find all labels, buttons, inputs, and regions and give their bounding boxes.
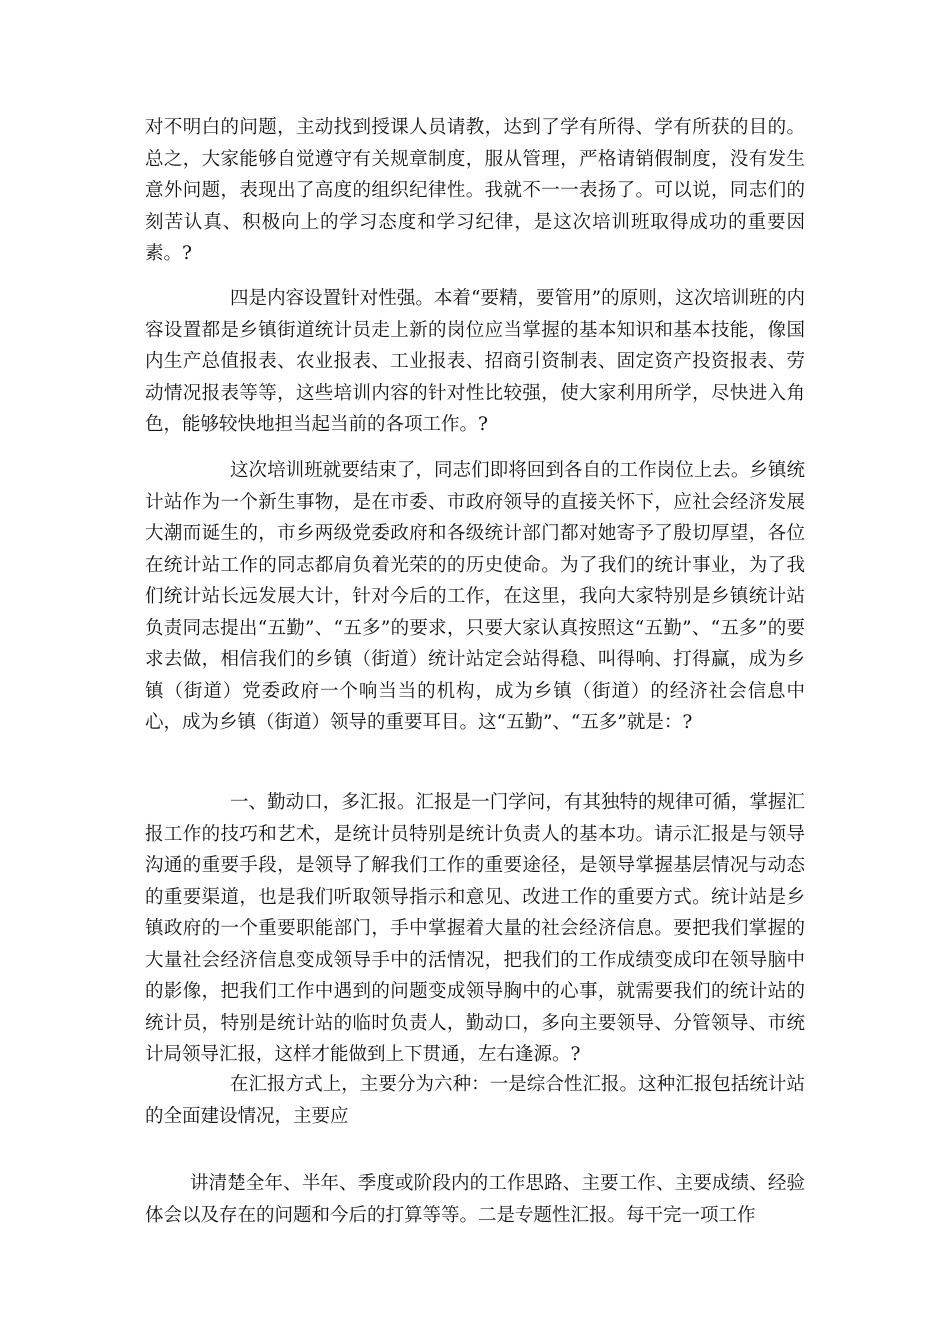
paragraph-3: 这次培训班就要结束了，同志们即将回到各自的工作岗位上去。乡镇统计站作为一个新生事物，是在市委、市政府领导的直接关怀下，应社会经济发展大潮而诞生的，市乡两级党委政府和各级统计部门都对她寄予了殷切厚望，各位在统计站工作的同志都肩负着光荣的的历史使命。为了我们的统计事业，为了我们统计站长远发展大计，针对今后的工作，在这里，我向大家特别是乡镇统计站负责同志提出“五勤”、“五多”的要求，只要大家认真按照这“五勤”、“五多”的要求去做，相信我们的乡镇（街道）统计站定会站得稳、叫得响、打得赢，成为乡镇（街道）党委政府一个响当当的机构，成为乡镇（街道）的经济社会信息中心，成为乡镇（街道）领导的重要耳目。这“五勤”、“五多”就是：? [145,460,805,733]
paragraph-1: 对不明白的问题，主动找到授课人员请教，达到了学有所得、学有所获的目的。总之，大家能够自觉遵守有关规章制度，服从管理，严格请销假制度，没有发生意外问题，表现出了高度的组织纪律性。我就不一一表扬了。可以说，同志们的刻苦认真、积极向上的学习态度和学习纪律，是这次培训班取得成功的重要因素。? [145,117,805,264]
paragraph-6: 讲清楚全年、半年、季度或阶段内的工作思路、主要工作、主要成绩、经验体会以及存在的问题和今后的打算等等。二是专题性汇报。每干完一项工作 [145,1173,805,1226]
paragraph-4: 一、勤动口，多汇报。汇报是一门学问，有其独特的规律可循，掌握汇报工作的技巧和艺术，是统计员特别是统计负责人的基本功。请示汇报是与领导沟通的重要手段，是领导了解我们工作的重要途径，是领导掌握基层情况与动态的重要渠道，也是我们听取领导指示和意见、改进工作的重要方式。统计站是乡镇政府的一个重要职能部门，手中掌握着大量的社会经济信息。要把我们掌握的大量社会经济信息变成领导手中的活情况，把我们的工作成绩变成印在领导脑中的影像，把我们工作中遇到的问题变成领导胸中的心事，就需要我们的统计站的统计员，特别是统计站的临时负责人，勤动口，多向主要领导、分管领导、市统计局领导汇报，这样才能做到上下贯通，左右逢源。? [145,792,805,1065]
paragraph-5: 在汇报方式上，主要分为六种：一是综合性汇报。这种汇报包括统计站的全面建设情况，主要应 [145,1074,805,1127]
paragraph-2: 四是内容设置针对性强。本着“要精，要管用”的原则，这次培训班的内容设置都是乡镇街道统计员走上新的岗位应当掌握的基本知识和基本技能，像国内生产总值报表、农业报表、工业报表、招商引资制表、固定资产投资报表、劳动情况报表等等，这些培训内容的针对性比较强，使大家利用所学，尽快进入角色，能够较快地担当起当前的各项工作。? [145,288,805,435]
